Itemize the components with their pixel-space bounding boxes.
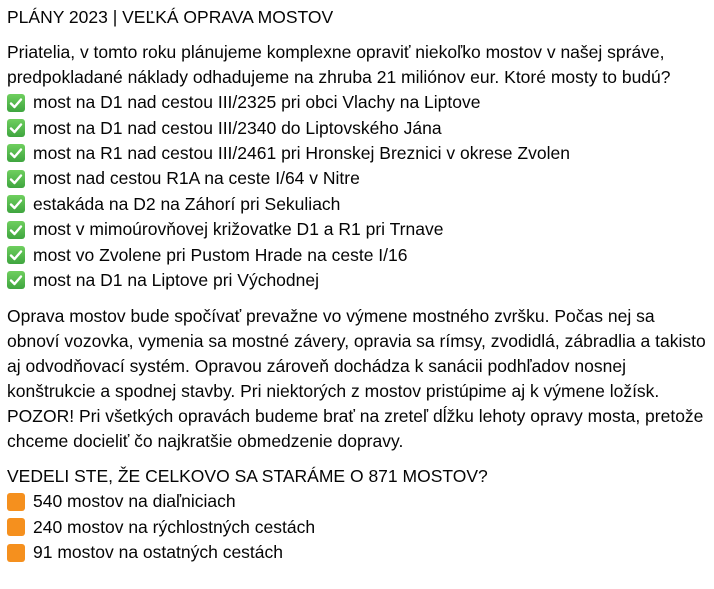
orange-square-icon bbox=[7, 493, 25, 511]
list-item-text: most vo Zvolene pri Pustom Hrade na ceste I/16 bbox=[33, 244, 408, 265]
list-item-text: 240 mostov na rýchlostných cestách bbox=[33, 516, 316, 537]
list-item-text: 540 mostov na diaľniciach bbox=[33, 491, 236, 512]
repair-paragraph: Oprava mostov bude spočívať prevažne vo výmene mostného zvršku. Počas nej sa obnoví vozovka, vymenia sa mostné závery, opravia sa rímsy, zvodidlá, zábradlia a takisto aj odvodňovací systém. Opravou zároveň dochádza k sanácii podhľadov nosnej konštrukcie a spodnej stavby. Pri niektorých z mostov pristúpime aj k výmene ložísk. POZOR! Pri všetkých opravách budeme brať na zreteľ dĺžku lehoty opravy mosta, pretože chceme docieliť čo najkratšie obmedzenie dopravy. bbox=[7, 306, 706, 452]
check-mark-icon bbox=[7, 195, 25, 213]
check-mark-icon bbox=[7, 246, 25, 264]
list-item-text: most na D1 nad cestou III/2340 do Liptovského Jána bbox=[33, 117, 442, 138]
list-item bbox=[7, 192, 706, 217]
list-item-text: 91 mostov na ostatných cestách bbox=[33, 542, 283, 563]
check-mark-icon bbox=[7, 170, 25, 188]
intro-paragraph: Priatelia, v tomto roku plánujeme komplexne opraviť niekoľko mostov v našej správe, predpokladané náklady odhadujeme na zhruba 21 miliónov eur. Ktoré mosty to budú? bbox=[7, 42, 671, 87]
check-mark-icon bbox=[7, 271, 25, 289]
list-item bbox=[7, 141, 706, 166]
list-item bbox=[7, 242, 706, 267]
list-item-text: estakáda na D2 na Záhorí pri Sekuliach bbox=[33, 193, 341, 214]
orange-square-icon bbox=[7, 518, 25, 536]
post-title: PLÁNY 2023 | VEĽKÁ OPRAVA MOSTOV bbox=[7, 7, 334, 27]
check-mark-icon bbox=[7, 221, 25, 239]
list-item-text: most nad cestou R1A na ceste I/64 v Nitre bbox=[33, 168, 360, 189]
orange-square-icon bbox=[7, 544, 25, 562]
stats-list bbox=[7, 489, 706, 565]
list-item bbox=[7, 166, 706, 191]
check-mark-icon bbox=[7, 144, 25, 162]
check-mark-icon bbox=[7, 94, 25, 112]
bridge-list bbox=[7, 90, 706, 293]
list-item-text: most na R1 nad cestou III/2461 pri Hronskej Breznici v okrese Zvolen bbox=[33, 142, 570, 163]
check-mark-icon bbox=[7, 119, 25, 137]
list-item bbox=[7, 115, 706, 140]
list-item-text: most v mimoúrovňovej križovatke D1 a R1 pri Trnave bbox=[33, 219, 444, 240]
list-item-text: most na D1 nad cestou III/2325 pri obci Vlachy na Liptove bbox=[33, 92, 481, 113]
list-item-text: most na D1 na Liptove pri Východnej bbox=[33, 269, 319, 290]
list-item bbox=[7, 489, 706, 514]
stats-heading: VEDELI STE, ŽE CELKOVO SA STARÁME O 871 MOSTOV? bbox=[7, 466, 488, 487]
list-item bbox=[7, 268, 706, 293]
list-item bbox=[7, 540, 706, 565]
list-item bbox=[7, 515, 706, 540]
list-item bbox=[7, 217, 706, 242]
list-item bbox=[7, 90, 706, 115]
